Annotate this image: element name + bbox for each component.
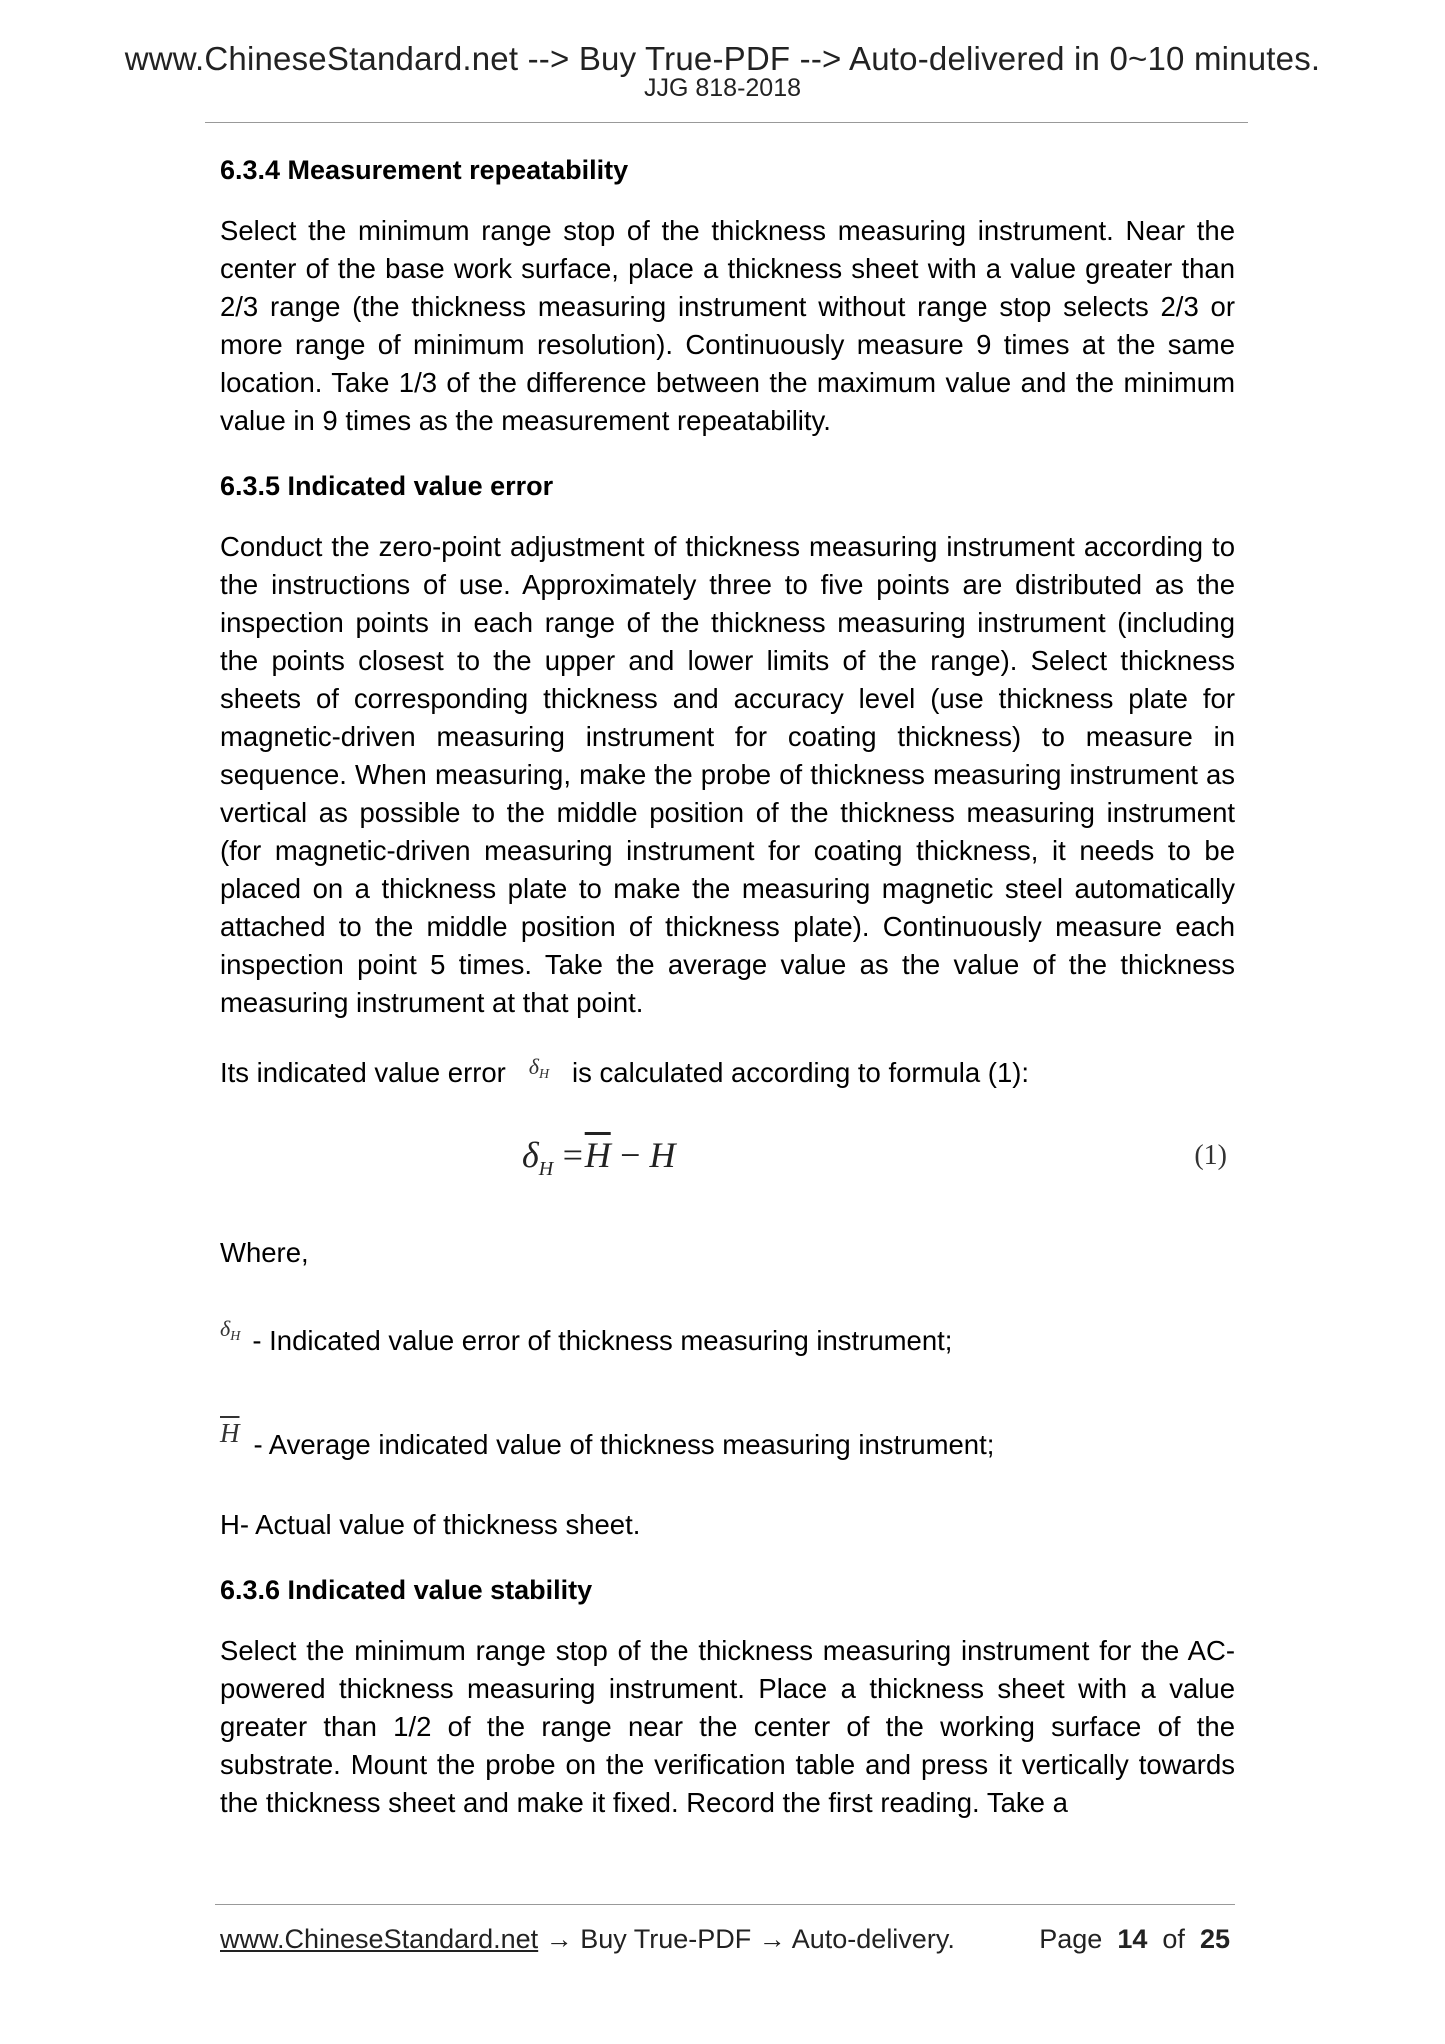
definition-h-bar	[220, 1418, 1235, 1464]
h-bar-symbol: $\overline{H}$	[220, 1418, 240, 1448]
formula-intro	[220, 1048, 1235, 1094]
heading-6-3-4: 6.3.4 Measurement repeatability	[220, 155, 629, 185]
where-label: Where,	[220, 1237, 309, 1268]
definition-h-bar-text: - Average indicated value of thickness measuring instrument;	[253, 1429, 995, 1460]
total-pages: 25	[1199, 1924, 1230, 1954]
footer-link[interactable]: www.ChineseStandard.net	[220, 1924, 539, 1954]
heading-6-3-5: 6.3.5 Indicated value error	[220, 471, 554, 501]
formula-intro-after: is calculated according to formula (1):	[572, 1057, 1030, 1088]
heading-6-3-6: 6.3.6 Indicated value stability	[220, 1575, 593, 1605]
definition-h: H- Actual value of thickness sheet.	[220, 1509, 641, 1540]
formula-1	[220, 1114, 1235, 1234]
footer-left	[220, 1924, 955, 1955]
paragraph-6-3-4: Select the minimum range stop of the thickness measuring instrument. Near the center of the base work surface, place a thickness sheet with a value greater than 2/3 range (the thickness measuring instrument without range stop selects 2/3 or more range of minimum resolution). Continuously measure 9 times at the same location. Take 1/3 of the difference between the maximum value and the minimum value in 9 times as the measurement repeatability.	[220, 215, 1235, 436]
delta-h-symbol: $\delta_H$	[220, 1316, 241, 1344]
footer-divider	[215, 1904, 1235, 1905]
definition-delta-h-text: - Indicated value error of thickness measuring instrument;	[252, 1325, 953, 1356]
delta-h-symbol: $\delta_H$	[528, 1054, 550, 1082]
formula-intro-before: Its indicated value error	[220, 1057, 506, 1088]
paragraph-6-3-5: Conduct the zero-point adjustment of thickness measuring instrument according to the instructions of use. Approximately three to five points are distributed as the inspection points in each range of the thickness measuring instrument (including the points closest to the upper and lower limits of the range). Select thickness sheets of corresponding thickness and accuracy level (use thickness plate for magnetic-driven measuring instrument for coating thickness) to measure in sequence. When measuring, make the probe of thickness measuring instrument as vertical as possible to the middle position of the thickness measuring instrument (for magnetic-driven measuring instrument for coating thickness, it needs to be placed on a thickness plate to make the measuring magnetic steel automatically attached to the middle position of thickness plate). Continuously measure each inspection point 5 times. Take the average value as the value of the thickness measuring instrument at that point.	[220, 531, 1235, 1018]
formula-expression: $\delta_H =\overline{H} - H$	[522, 1135, 676, 1181]
header-banner: www.ChineseStandard.net --> Buy True-PDF --> Auto-delivered in 0~10 minutes.	[124, 40, 1321, 77]
standard-number: JJG 818-2018	[643, 74, 802, 102]
footer-tail: → Buy True-PDF → Auto-delivery.	[538, 1924, 955, 1954]
header-divider	[205, 122, 1248, 123]
page-content	[220, 150, 1235, 1822]
paragraph-6-3-6: Select the minimum range stop of the thickness measuring instrument for the AC-powered thickness measuring instrument. Place a thickness sheet with a value greater than 1/2 of the range near the center of the working surface of the substrate. Mount the probe on the verification table and press it vertically towards the thickness sheet and make it fixed. Record the first reading. Take a	[220, 1635, 1235, 1818]
current-page: 14	[1117, 1924, 1148, 1954]
page-indicator: Page 14 of 25	[1039, 1924, 1230, 1954]
formula-number: (1)	[1194, 1140, 1227, 1171]
definition-delta-h	[220, 1316, 1235, 1360]
